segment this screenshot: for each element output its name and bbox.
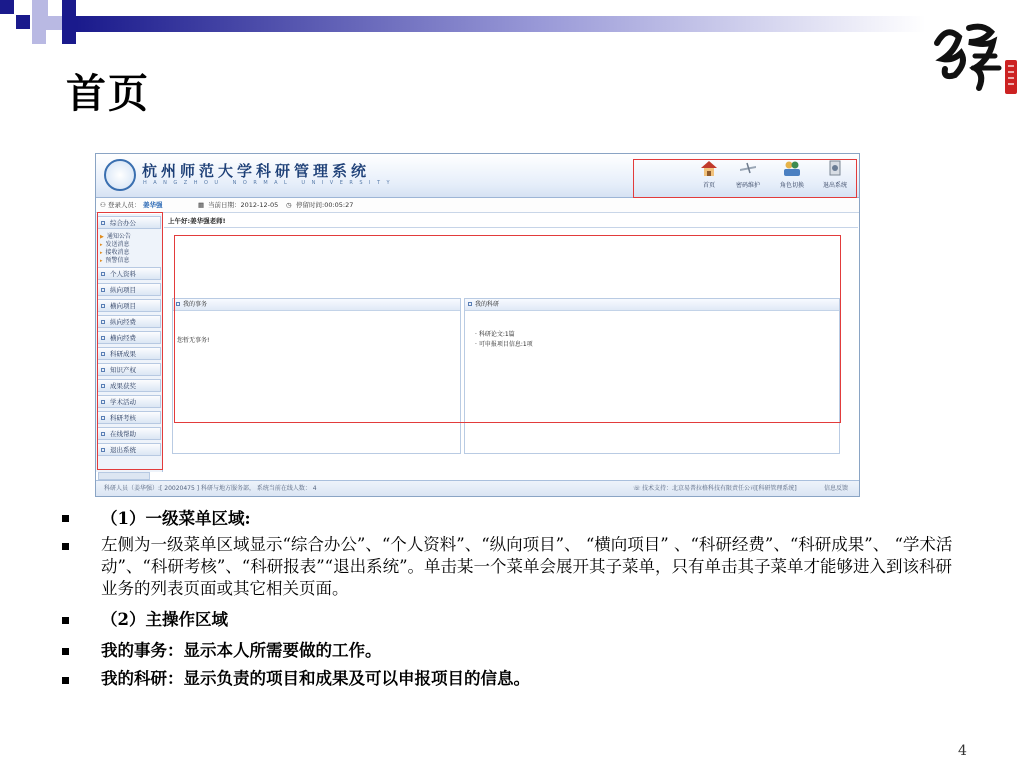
menu-horizontal-funding[interactable]: 横向经费	[97, 331, 161, 344]
calligraphy-logo	[925, 8, 1020, 103]
decoration-square-5	[32, 30, 46, 44]
home-label: 首页	[702, 182, 715, 189]
submenu-send-message[interactable]: ▸ 发送消息	[100, 241, 130, 248]
app-title: 杭州师范大学科研管理系统	[142, 162, 371, 180]
menu-comprehensive-office[interactable]: 综合办公	[97, 216, 161, 229]
menu-academic-activities[interactable]: 学术活动	[97, 395, 161, 408]
support-text: 技术支持：北京易普拉格科技有限责任公司[科研管理系统]	[642, 485, 797, 492]
decoration-square-6	[62, 0, 76, 44]
user-icon: ⚇	[100, 201, 106, 209]
bullet-marker	[62, 646, 72, 656]
page-number: 4	[958, 743, 967, 759]
bullet-marker	[62, 541, 72, 551]
bullet-marker	[62, 615, 72, 625]
password-label: 密码维护	[735, 182, 760, 189]
decoration-square-1	[0, 0, 14, 14]
app-subtitle: HANGZHOU NORMAL UNIVERSITY	[143, 180, 397, 186]
my-research-header: 我的科研	[465, 299, 839, 311]
submenu-notice[interactable]: ▶ 通知公告	[100, 233, 131, 240]
menu-research-results[interactable]: 科研成果	[97, 347, 161, 360]
page-title: 首页	[66, 70, 150, 117]
decoration-square-3	[32, 0, 48, 30]
menu-online-help[interactable]: 在线帮助	[97, 427, 161, 440]
user-label: 登录人员：	[108, 201, 141, 209]
decoration-square-2	[16, 15, 30, 29]
bullet-my-research: 我的科研：显示负责的项目和成果及可以申报项目的信息。	[101, 669, 530, 688]
info-bar	[96, 198, 859, 213]
stay-time: 停留时间:00:05:27	[296, 201, 354, 209]
menu-personal-info[interactable]: 个人资料	[97, 267, 161, 280]
menu-vertical-project[interactable]: 纵向项目	[97, 283, 161, 296]
bullet-marker	[62, 675, 72, 685]
bullet-level1-menu: （1）一级菜单区域:	[101, 509, 251, 528]
app-header	[96, 154, 859, 198]
my-tasks-header: 我的事务	[173, 299, 460, 311]
logout-label: 退出系统	[822, 182, 847, 189]
decoration-gradient-bar	[76, 16, 926, 32]
submenu-warning[interactable]: ▸ 预警信息	[100, 257, 130, 264]
role-switch-label: 角色切换	[779, 182, 804, 189]
bullet-main-area: （2）主操作区域	[101, 610, 228, 629]
support-icon: ☏	[633, 485, 641, 492]
current-date: 当前日期：2012-12-05	[208, 201, 279, 209]
greeting: 上午好:姜华强老师!	[164, 214, 858, 228]
highlight-box-sidebar	[97, 212, 163, 470]
menu-logout[interactable]: 退出系统	[97, 443, 161, 456]
highlight-box-main	[174, 235, 841, 423]
menu-intellectual-property[interactable]: 知识产权	[97, 363, 161, 376]
menu-awards[interactable]: 成果获奖	[97, 379, 161, 392]
menu-horizontal-project[interactable]: 横向项目	[97, 299, 161, 312]
bullet-marker	[62, 513, 72, 523]
status-bar	[96, 480, 859, 497]
clock-icon: ◷	[286, 201, 292, 209]
submenu-receive-message[interactable]: ▸ 接收消息	[100, 249, 130, 256]
university-emblem-icon	[104, 159, 136, 191]
sidebar-scrollbar[interactable]	[98, 472, 150, 480]
calendar-icon: ▦	[198, 201, 205, 209]
no-tasks-text: 您暂无事务!	[177, 337, 210, 344]
status-user-info: 科研人员（姜华强）:[ 20020475 ] 科研与地方服务部， 系统当前在线人数： 4	[104, 485, 317, 492]
menu-research-assessment[interactable]: 科研考核	[97, 411, 161, 424]
decoration-square-4	[48, 16, 62, 30]
bullet-my-tasks: 我的事务：显示本人所需要做的工作。	[101, 641, 382, 660]
feedback-link[interactable]: 信息反馈	[824, 485, 849, 492]
research-paper-link[interactable]: · 科研论文:1篇	[475, 331, 515, 338]
highlight-box-toolbar	[633, 159, 857, 198]
bullet-sidebar-description: 左侧为一级菜单区域显示“综合办公”、“个人资料”、“纵向项目”、 “横向项目” 、“科研经费”、“科研成果”、 “学术活动”、“科研考核”、“科研报表”“退出系统”。单击某一个菜单会展开其子菜单，只有单击其子菜单才能够进入到该科研业务的列表页面或其它相关页面。	[101, 535, 953, 598]
user-name: 姜华强	[143, 201, 163, 209]
project-application-link[interactable]: · 可申报项目信息:1项	[475, 341, 533, 348]
menu-vertical-funding[interactable]: 纵向经费	[97, 315, 161, 328]
